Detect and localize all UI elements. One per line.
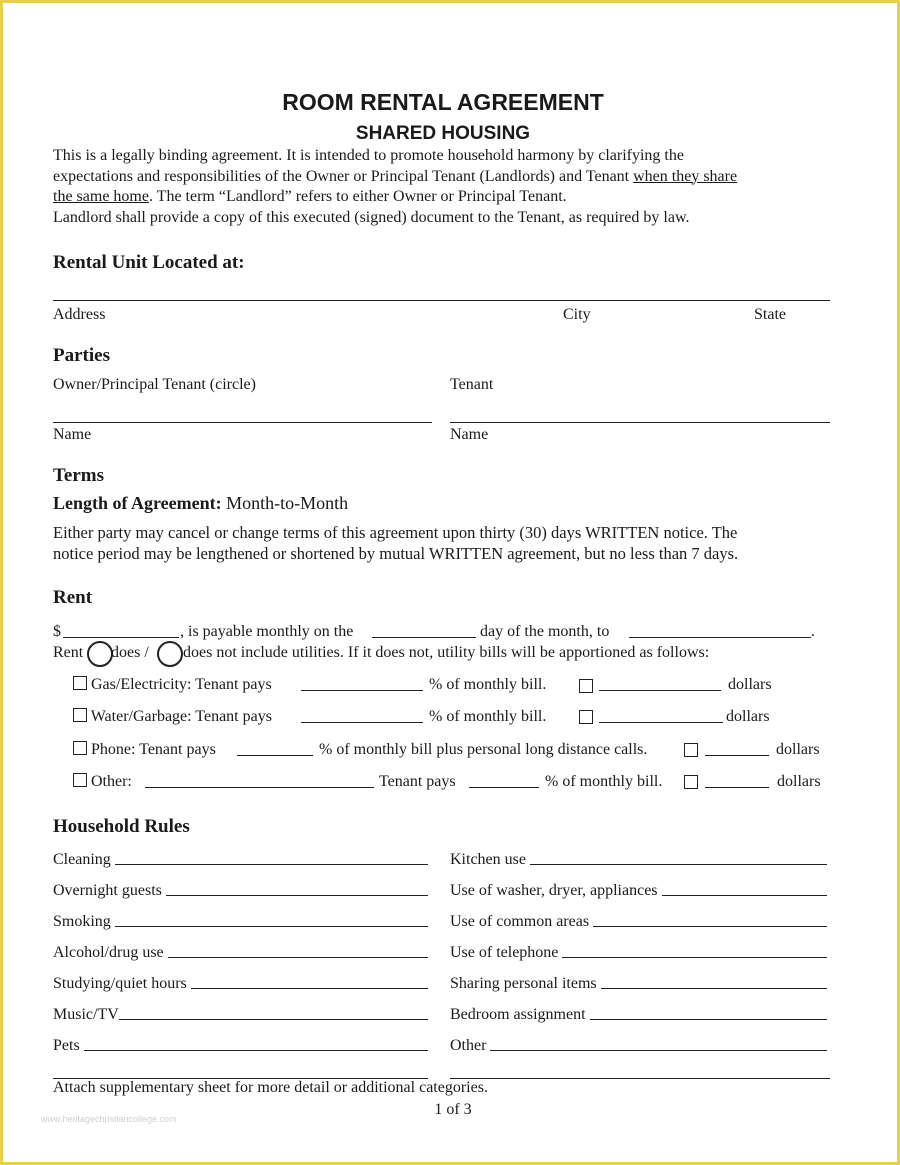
- rule-label: Sharing personal items: [450, 975, 597, 992]
- day-text: day of the month, to: [480, 623, 610, 640]
- rule-smoking: [53, 913, 428, 931]
- terms-paragraph: [53, 522, 738, 564]
- rent-period: .: [811, 623, 815, 640]
- rule-field[interactable]: [601, 987, 827, 989]
- phone-pct-label: % of monthly bill plus personal long distance calls.: [319, 741, 648, 758]
- phone-percent-field[interactable]: [237, 755, 313, 756]
- does-word: does /: [111, 644, 149, 661]
- state-label: State: [754, 306, 786, 323]
- phone-label: Phone: Tenant pays: [91, 741, 216, 758]
- rule-studying-quiet-hours: [53, 975, 428, 993]
- rule-kitchen-use: [450, 851, 827, 869]
- rule-other: [450, 1037, 827, 1055]
- intro-underlined-text-b: the same home: [53, 188, 149, 205]
- intro-line-3: [53, 187, 737, 208]
- rule-field[interactable]: [168, 956, 428, 958]
- other-dollars-label: dollars: [777, 773, 821, 790]
- rule-common-areas: [450, 913, 827, 931]
- intro-line-2-text: expectations and responsibilities of the Owner or Principal Tenant (Landlords) and Tenant: [53, 167, 634, 185]
- gas-dollar-checkbox[interactable]: [579, 679, 593, 693]
- terms-heading: Terms: [53, 465, 105, 486]
- rule-label: Pets: [53, 1037, 80, 1054]
- parties-heading: Parties: [53, 345, 110, 366]
- water-checkbox[interactable]: [73, 708, 87, 722]
- rule-label: Studying/quiet hours: [53, 975, 187, 992]
- rule-field[interactable]: [562, 956, 827, 958]
- rent-word: Rent: [53, 644, 84, 661]
- rent-payee-field[interactable]: [629, 637, 811, 638]
- water-dollars-label: dollars: [726, 708, 770, 725]
- rule-field[interactable]: [490, 1049, 827, 1051]
- rule-label: Overnight guests: [53, 882, 162, 899]
- rule-music-tv: [53, 1006, 428, 1024]
- rule-label: Kitchen use: [450, 851, 526, 868]
- rule-label: Use of telephone: [450, 944, 559, 961]
- terms-line-1: Either party may cancel or change terms of this agreement upon thirty (30) days WRITTEN notice. The: [53, 523, 738, 542]
- other-dollar-field[interactable]: [705, 787, 769, 788]
- terms-line-2: notice period may be lengthened or shortened by mutual WRITTEN agreement, but no less than 7 days.: [53, 544, 739, 563]
- length-of-agreement: [53, 493, 348, 514]
- dollar-sign: $: [53, 623, 61, 640]
- intro-paragraph: [53, 146, 737, 228]
- other-row: [73, 773, 132, 791]
- phone-dollars-label: dollars: [776, 741, 820, 758]
- rule-alcohol-drug-use: [53, 944, 428, 962]
- payable-text: , is payable monthly on the: [180, 623, 354, 640]
- rule-label: Other: [450, 1037, 487, 1054]
- other-pct-label: % of monthly bill.: [545, 773, 663, 790]
- water-pct-label: % of monthly bill.: [429, 708, 547, 725]
- other-dollar-checkbox[interactable]: [684, 775, 698, 789]
- does-not-text: does not include utilities. If it does not, utility bills will be apportioned as follows:: [183, 644, 710, 661]
- rule-label: Use of common areas: [450, 913, 590, 930]
- gas-dollars-label: dollars: [728, 676, 772, 693]
- rule-label: Cleaning: [53, 851, 111, 868]
- household-rules-heading: Household Rules: [53, 816, 190, 837]
- rule-field[interactable]: [84, 1049, 428, 1051]
- rule-field[interactable]: [191, 987, 428, 989]
- gas-checkbox[interactable]: [73, 676, 87, 690]
- rule-field[interactable]: [115, 863, 428, 865]
- watermark: www.heritagechristiancollege.com: [41, 1114, 177, 1124]
- document-subtitle: SHARED HOUSING: [355, 123, 531, 144]
- phone-row: [73, 741, 216, 759]
- tenant-name-label: Name: [450, 426, 489, 443]
- extra-rule-line-right[interactable]: [450, 1078, 830, 1079]
- rent-amount-field[interactable]: [63, 637, 179, 638]
- rule-pets: [53, 1037, 428, 1055]
- phone-checkbox[interactable]: [73, 741, 87, 755]
- rule-label: Smoking: [53, 913, 111, 930]
- rule-overnight-guests: [53, 882, 428, 900]
- tenant-name-field[interactable]: [450, 422, 830, 423]
- gas-dollar-field[interactable]: [599, 690, 721, 691]
- rule-label: Bedroom assignment: [450, 1006, 586, 1023]
- document-title: ROOM RENTAL AGREEMENT: [282, 89, 604, 115]
- city-label: City: [563, 306, 591, 323]
- gas-pct-label: % of monthly bill.: [429, 676, 547, 693]
- rule-field[interactable]: [119, 1018, 428, 1020]
- rule-field[interactable]: [590, 1018, 827, 1020]
- intro-line-2: [53, 167, 737, 188]
- water-dollar-checkbox[interactable]: [579, 710, 593, 724]
- rule-label: Use of washer, dryer, appliances: [450, 882, 658, 899]
- owner-name-field[interactable]: [53, 422, 432, 423]
- rule-cleaning: [53, 851, 428, 869]
- rule-telephone: [450, 944, 827, 962]
- rule-washer-dryer: [450, 882, 827, 900]
- other-tenant-pays: Tenant pays: [379, 773, 456, 790]
- rule-label: Alcohol/drug use: [53, 944, 164, 961]
- owner-label: Owner/Principal Tenant (circle): [53, 376, 256, 393]
- rule-field[interactable]: [530, 863, 827, 865]
- intro-line-3-text: . The term “Landlord” refers to either Owner or Principal Tenant.: [148, 188, 567, 205]
- intro-underlined-text-a: when they share: [633, 167, 738, 185]
- rule-field[interactable]: [166, 894, 428, 896]
- rule-label: Music/TV: [53, 1006, 119, 1023]
- water-percent-field[interactable]: [301, 722, 423, 723]
- rule-field[interactable]: [115, 925, 428, 927]
- does-not-circle-option[interactable]: [157, 641, 183, 667]
- rent-heading: Rent: [53, 587, 93, 608]
- rule-sharing-personal-items: [450, 975, 827, 993]
- gas-row: [73, 676, 272, 694]
- page-number: 1 of 3: [434, 1101, 472, 1118]
- other-description-field[interactable]: [145, 787, 374, 788]
- other-label: Other:: [91, 773, 132, 790]
- attach-note: Attach supplementary sheet for more detail or additional categories.: [53, 1079, 488, 1096]
- tenant-label: Tenant: [450, 376, 494, 393]
- other-percent-field[interactable]: [469, 787, 539, 788]
- gas-label: Gas/Electricity: Tenant pays: [91, 676, 272, 693]
- owner-name-label: Name: [53, 426, 92, 443]
- address-field[interactable]: [53, 300, 830, 301]
- rule-field[interactable]: [593, 925, 827, 927]
- length-value: Month-to-Month: [226, 493, 349, 513]
- rent-day-field[interactable]: [372, 637, 476, 638]
- does-circle-option[interactable]: [87, 641, 113, 667]
- intro-line-1: This is a legally binding agreement. It is intended to promote household harmony by clarifying the: [53, 147, 684, 164]
- gas-percent-field[interactable]: [301, 690, 423, 691]
- water-label: Water/Garbage: Tenant pays: [90, 708, 272, 725]
- phone-dollar-field[interactable]: [705, 755, 769, 756]
- length-label: Length of Agreement:: [53, 493, 222, 513]
- address-label: Address: [53, 306, 106, 323]
- rule-bedroom-assignment: [450, 1006, 827, 1024]
- rule-field[interactable]: [662, 894, 827, 896]
- phone-dollar-checkbox[interactable]: [684, 743, 698, 757]
- other-checkbox[interactable]: [73, 773, 87, 787]
- water-dollar-field[interactable]: [599, 722, 723, 723]
- intro-line-4: Landlord shall provide a copy of this executed (signed) document to the Tenant, as required by law.: [53, 208, 690, 226]
- water-row: [73, 708, 272, 726]
- rental-unit-heading: Rental Unit Located at:: [53, 252, 245, 273]
